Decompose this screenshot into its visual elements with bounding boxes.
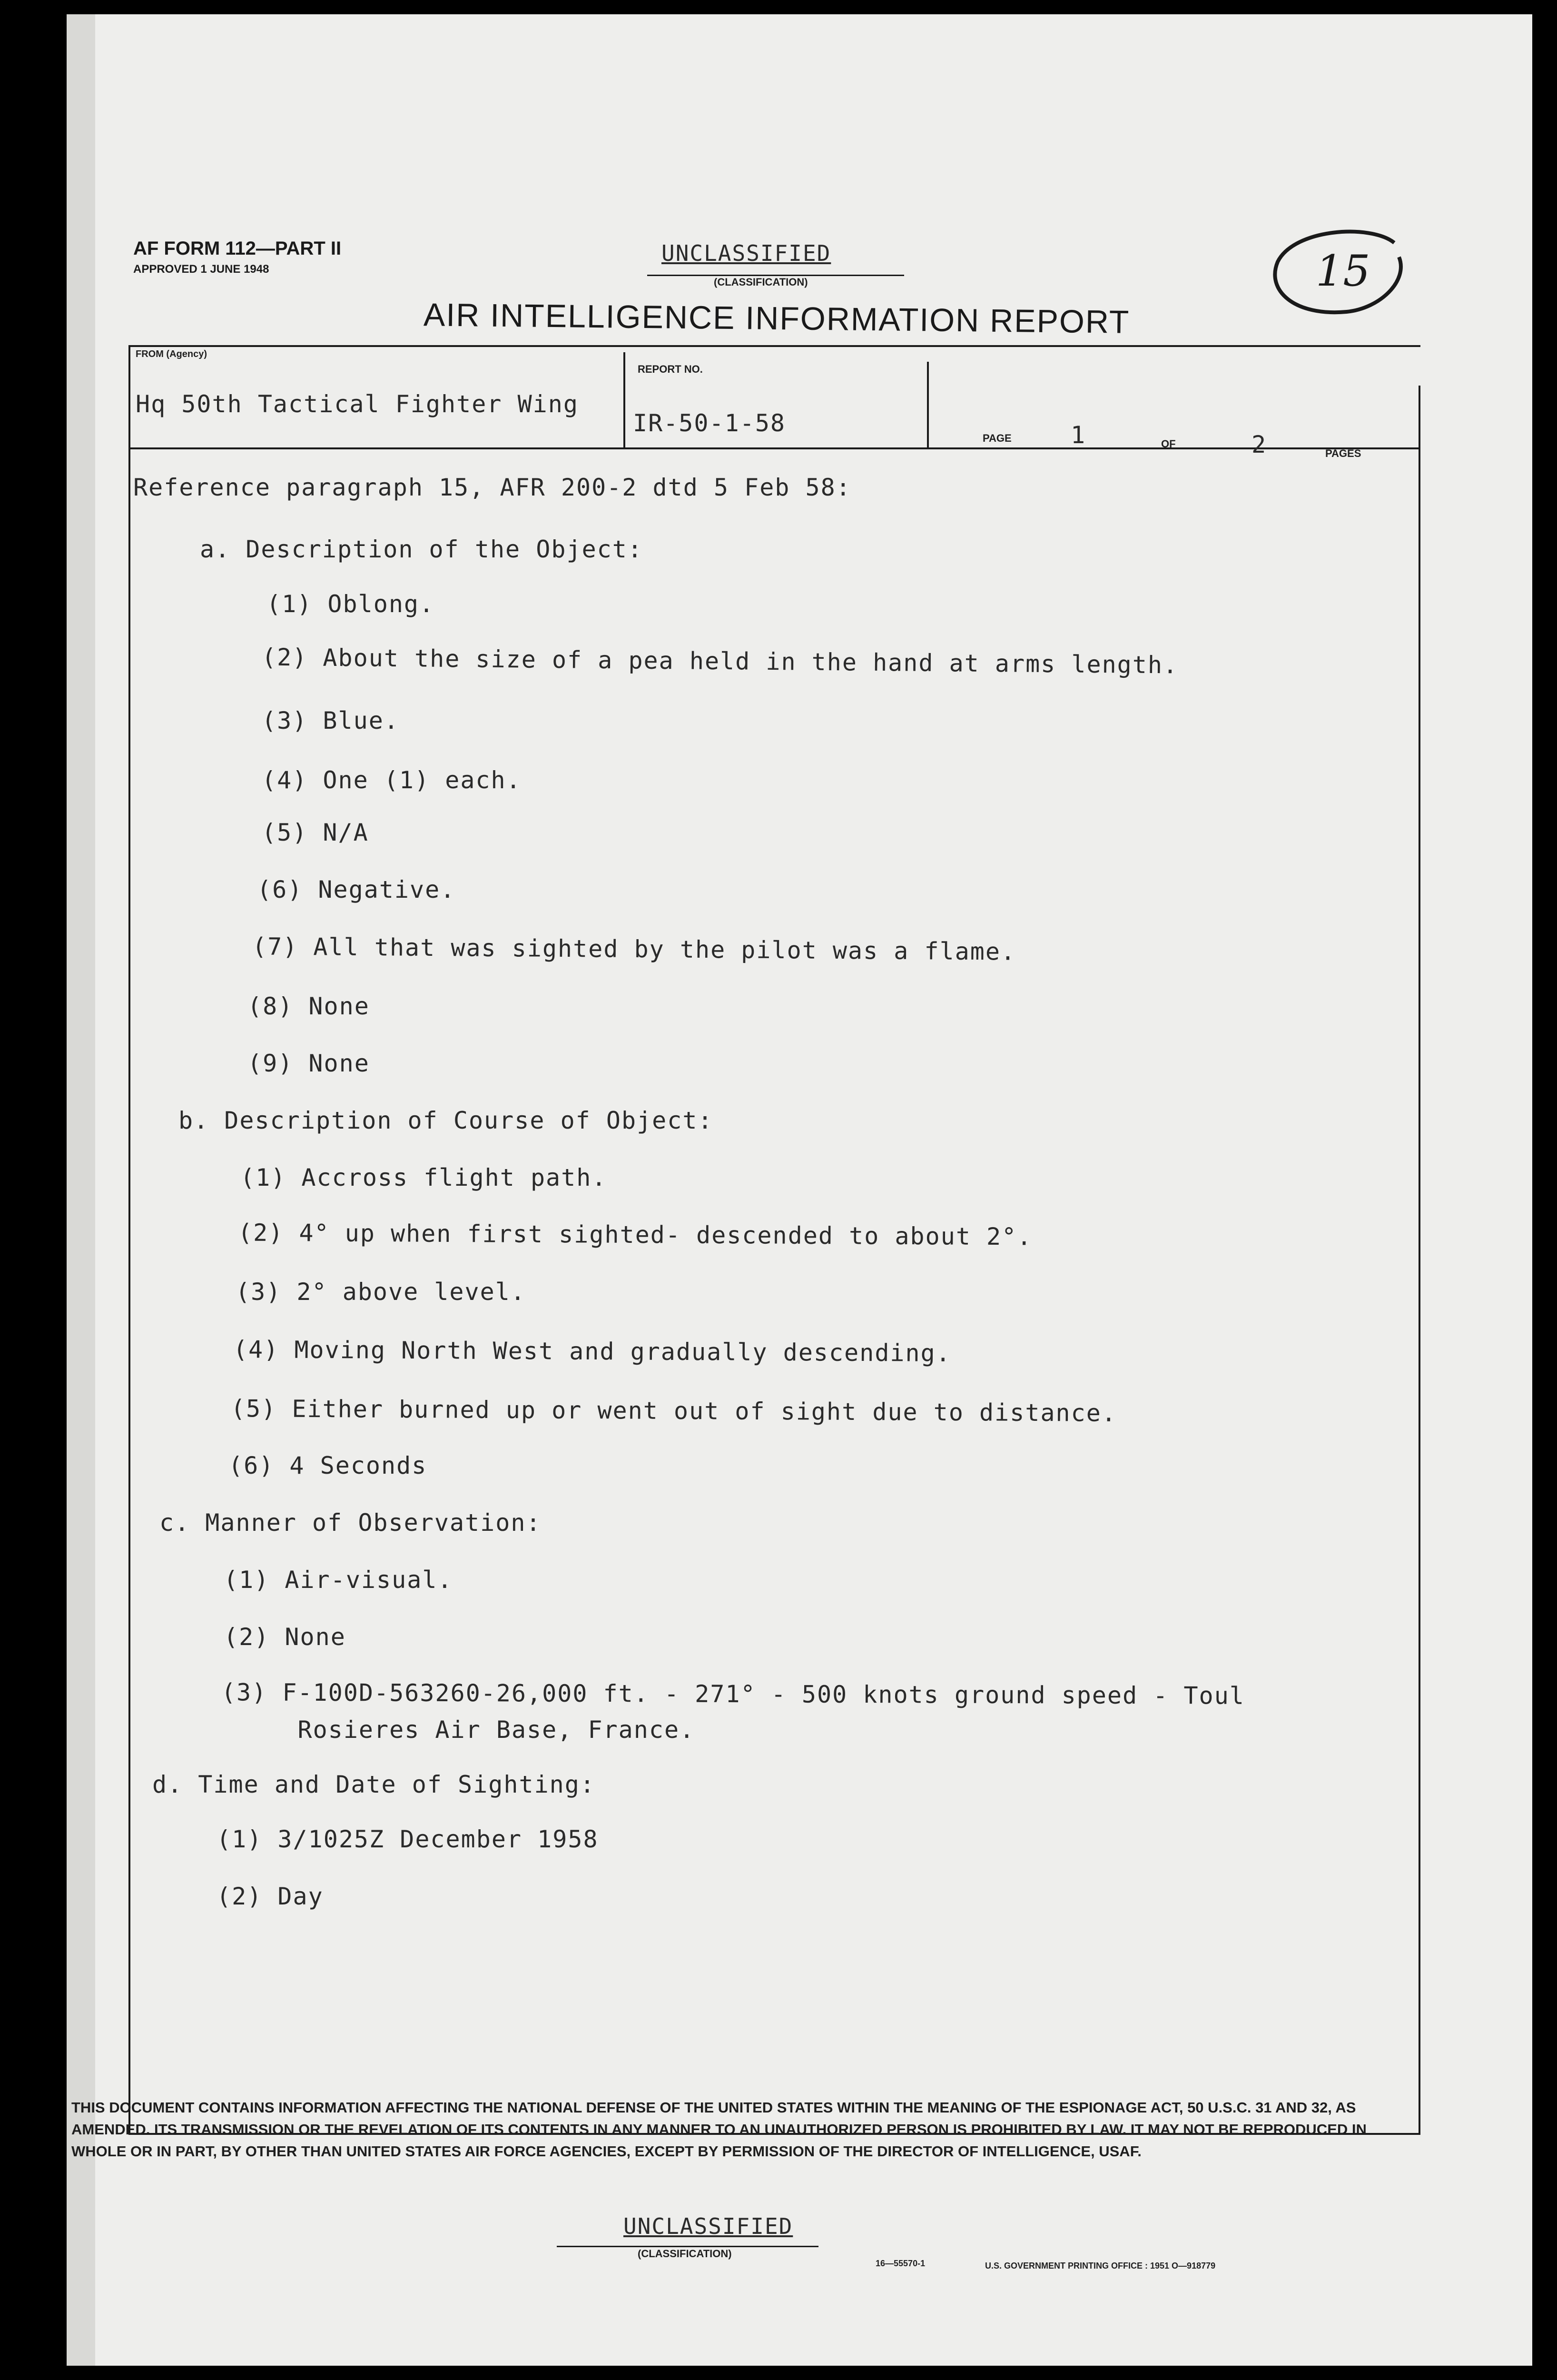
page-value: 1 bbox=[1071, 421, 1086, 449]
section-a-item-6: (6) Negative. bbox=[257, 876, 456, 903]
form-id: AF FORM 112—PART II bbox=[133, 238, 342, 259]
classification-caption-bottom: (CLASSIFICATION) bbox=[638, 2248, 732, 2260]
section-d-item-2: (2) Day bbox=[217, 1883, 324, 1910]
section-a-item-4: (4) One (1) each. bbox=[262, 766, 522, 794]
section-a-item-3: (3) Blue. bbox=[262, 707, 399, 734]
section-d-heading: d. Time and Date of Sighting: bbox=[152, 1771, 595, 1798]
svg-text:15: 15 bbox=[1316, 246, 1370, 296]
report-no-value: IR-50-1-58 bbox=[633, 409, 786, 437]
section-b-item-4: (4) Moving North West and gradually descending. bbox=[233, 1336, 951, 1367]
circled-page-stamp bbox=[1266, 224, 1413, 328]
printing-office: U.S. GOVERNMENT PRINTING OFFICE : 1951 O—918779 bbox=[985, 2261, 1216, 2271]
form-number: 16—55570-1 bbox=[876, 2259, 926, 2268]
report-page-divider bbox=[927, 362, 929, 447]
section-a-item-7: (7) All that was sighted by the pilot was a flame. bbox=[252, 932, 1016, 966]
section-d-item-1: (1) 3/1025Z December 1958 bbox=[217, 1825, 599, 1853]
section-a-heading: a. Description of the Object: bbox=[200, 536, 643, 563]
classification-caption-top: (CLASSIFICATION) bbox=[714, 276, 808, 288]
section-c-item-3: (3) F-100D-563260-26,000 ft. - 271° - 500 knots ground speed - Toul bbox=[221, 1678, 1245, 1710]
reference-line: Reference paragraph 15, AFR 200-2 dtd 5 Feb 58: bbox=[133, 474, 851, 501]
section-c-item-1: (1) Air-visual. bbox=[224, 1566, 453, 1594]
of-label: OF bbox=[1161, 438, 1176, 450]
from-report-divider bbox=[623, 352, 625, 447]
pages-value: 2 bbox=[1252, 431, 1267, 458]
section-a-item-1: (1) Oblong. bbox=[266, 590, 435, 618]
section-c-item-2: (2) None bbox=[224, 1623, 346, 1651]
section-b-item-3: (3) 2° above level. bbox=[236, 1278, 526, 1306]
section-c-item-3-cont: Rosieres Air Base, France. bbox=[221, 1716, 695, 1744]
form-top-rule bbox=[128, 345, 1420, 347]
classification-rule-top bbox=[647, 275, 904, 276]
form-approved: APPROVED 1 JUNE 1948 bbox=[133, 263, 269, 276]
pages-label: PAGES bbox=[1325, 447, 1361, 459]
section-b-item-6: (6) 4 Seconds bbox=[228, 1452, 427, 1479]
from-label: FROM (Agency) bbox=[136, 349, 207, 359]
classification-bottom: UNCLASSIFIED bbox=[623, 2213, 793, 2239]
espionage-act-notice: THIS DOCUMENT CONTAINS INFORMATION AFFECTING THE NATIONAL DEFENSE OF THE UNITED STATES WITHIN THE MEANING OF THE ESPIONAGE ACT, 50 U.S.C. 31 AND 32, AS AMENDED. ITS TRANSMISSION OR THE REVELATION OF ITS CONTENTS IN ANY MANNER TO AN UNAUTHORIZED PERSON IS PROHIBITED BY LAW. IT MAY NOT BE REPRODUCED IN WHOLE OR IN PART, BY OTHER THAN UNITED STATES AIR FORCE AGENCIES, EXCEPT BY PERMISSION OF THE DIRECTOR OF INTELLIGENCE, USAF. bbox=[71, 2099, 1367, 2160]
page-label: PAGE bbox=[983, 432, 1012, 444]
section-c-heading: c. Manner of Observation: bbox=[159, 1509, 542, 1537]
report-no-label: REPORT NO. bbox=[638, 363, 703, 375]
section-a-item-5: (5) N/A bbox=[262, 819, 369, 846]
classification-top: UNCLASSIFIED bbox=[661, 240, 831, 266]
section-a-item-2: (2) About the size of a pea held in the hand at arms length. bbox=[261, 643, 1179, 679]
section-a-item-9: (9) None bbox=[247, 1050, 370, 1077]
section-b-item-5: (5) Either burned up or went out of sight due to distance. bbox=[230, 1395, 1117, 1427]
form-right-border bbox=[1419, 386, 1420, 2135]
form-left-border bbox=[128, 345, 130, 2135]
form-header-bottom-rule bbox=[128, 447, 1420, 449]
section-b-item-1: (1) Accross flight path. bbox=[240, 1164, 607, 1191]
section-b-item-2: (2) 4° up when first sighted- descended to about 2°. bbox=[237, 1219, 1033, 1251]
section-b-heading: b. Description of Course of Object: bbox=[178, 1107, 713, 1134]
from-value: Hq 50th Tactical Fighter Wing bbox=[136, 390, 579, 418]
classification-rule-bottom bbox=[557, 2246, 818, 2247]
report-title: AIR INTELLIGENCE INFORMATION REPORT bbox=[423, 297, 1130, 340]
sheet-edge bbox=[67, 14, 95, 2366]
section-a-item-8: (8) None bbox=[247, 992, 370, 1020]
